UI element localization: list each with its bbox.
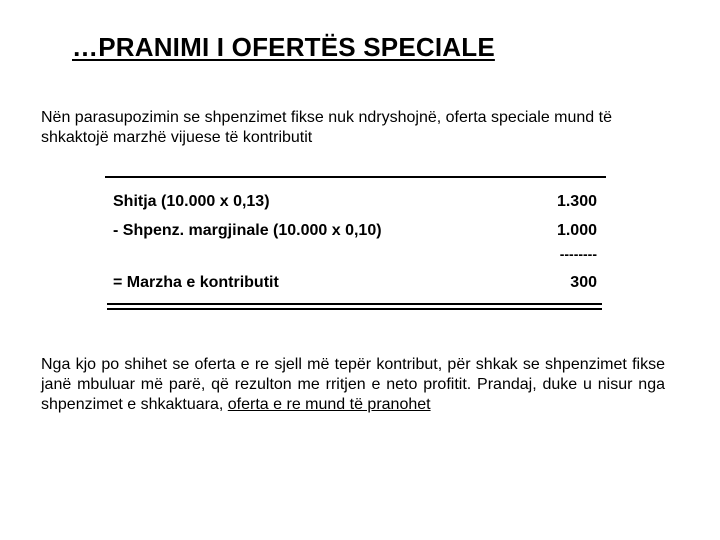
intro-paragraph: Nën parasupozimin se shpenzimet fikse nuk ndryshojnë, oferta speciale mund të shkaktojë marzhë vijuese të kontributit [41,109,612,146]
total-double-rule [107,303,602,310]
calc-label: - Shpenz. margjinale (10.000 x 0,10) [113,222,382,239]
table-top-rule [105,176,606,178]
subtotal-separator: -------- [559,246,597,262]
calc-value: 1.300 [556,193,597,210]
calc-label: Shitja (10.000 x 0,13) [113,193,270,210]
calc-value: 300 [570,274,597,291]
conclusion-text: Nga kjo po shihet se oferta e re sjell më tepër kontribut, për shkak se shpenzimet fikse janë mbuluar më parë, që rezulton me rritjen e neto profitit. Prandaj, duke u nisur nga shpenzimet e shkaktuara, [41,356,665,413]
calc-value: 1.000 [556,222,597,239]
conclusion-paragraph [41,355,665,415]
calc-label: = Marzha e kontributit [113,274,279,291]
conclusion-underlined: oferta e re mund të pranohet [227,396,431,413]
page-title: …PRANIMI I OFERTËS SPECIALE [72,32,495,62]
